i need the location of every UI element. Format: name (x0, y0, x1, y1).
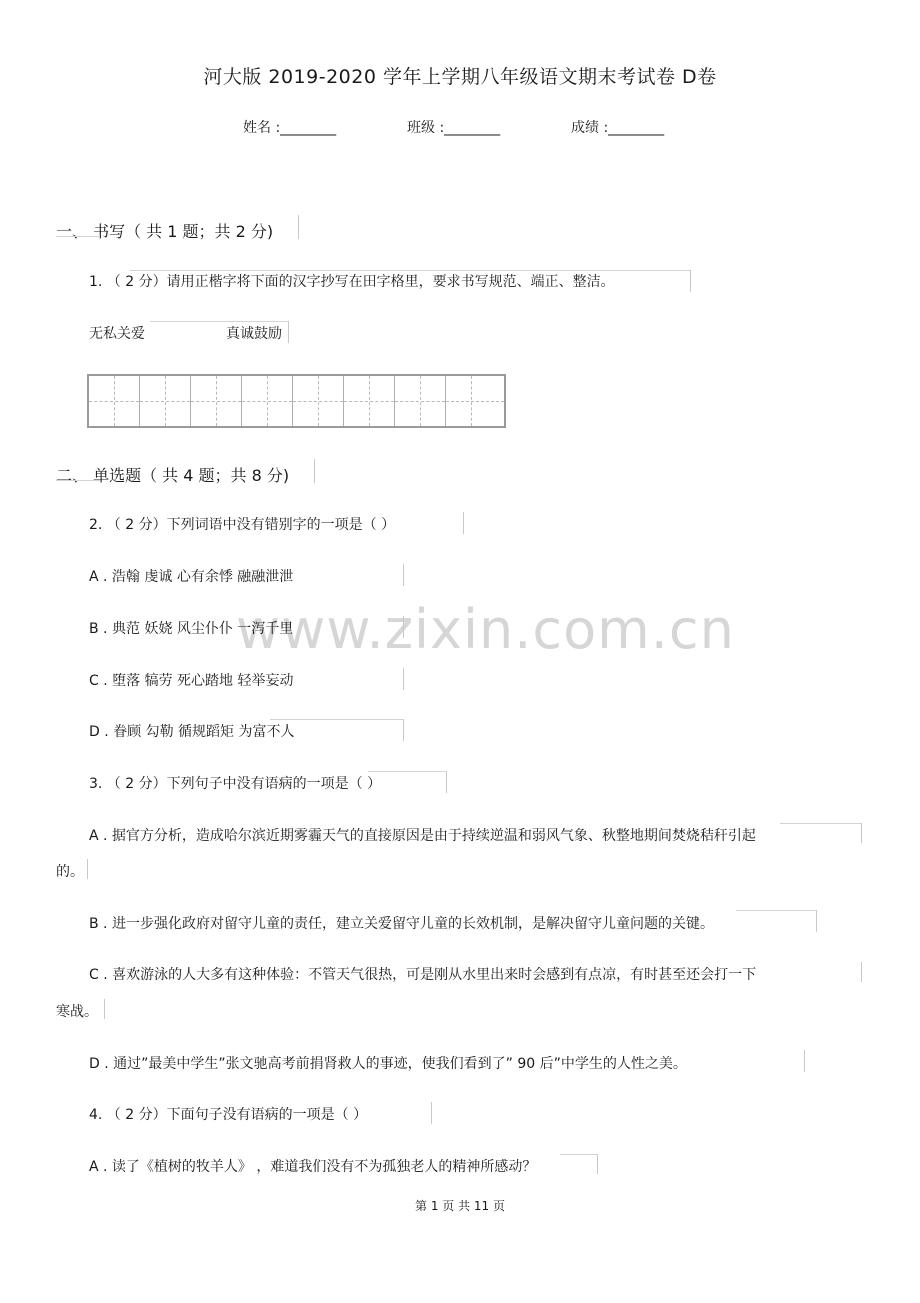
divider (403, 616, 404, 638)
question-3-option-a-cont[interactable]: 的。 (56, 864, 84, 880)
grid-cell[interactable] (89, 376, 140, 426)
divider (87, 859, 88, 879)
question-2-option-b[interactable]: B . 典范 妖娆 风尘仆仆 一泻千里 (89, 621, 294, 637)
divider (403, 564, 404, 586)
section-heading-writing: 一、 书写（ 共 1 题；共 2 分) (56, 222, 274, 241)
question-2-option-c[interactable]: C . 堕落 犒劳 死心踏地 轻举妄动 (89, 673, 294, 689)
section-heading-single-choice: 二、 单选题（ 共 4 题；共 8 分) (56, 466, 290, 485)
divider (288, 321, 289, 343)
watermark: www.zixin.com.cn (236, 598, 735, 661)
divider (446, 771, 447, 793)
exam-title: 河大版 2019-2020 学年上学期八年级语文期末考试卷 D卷 (203, 66, 717, 88)
grid-cell[interactable] (293, 376, 344, 426)
divider (861, 962, 862, 982)
score-field-label: 成绩 :________ (571, 120, 665, 136)
divider (736, 910, 816, 911)
divider (270, 719, 403, 720)
divider (597, 1154, 598, 1174)
question-3-option-c-cont[interactable]: 寒战。 (56, 1004, 98, 1020)
divider (368, 771, 446, 772)
grid-cell[interactable] (242, 376, 293, 426)
grid-cell[interactable] (446, 376, 504, 426)
copy-word-b: 真诚鼓励 (226, 326, 282, 342)
divider (804, 1050, 805, 1072)
grid-cell[interactable] (140, 376, 191, 426)
question-3-stem: 3. （ 2 分）下列句子中没有语病的一项是（ ） (89, 776, 382, 792)
section-underline (56, 236, 100, 237)
question-1-stem: 1. （ 2 分）请用正楷字将下面的汉字抄写在田字格里，要求书写规范、端正、整洁。 (89, 274, 615, 290)
section-underline (56, 480, 100, 481)
divider (104, 999, 105, 1019)
divider (130, 270, 690, 271)
divider (314, 459, 315, 483)
divider (298, 215, 299, 239)
divider (816, 910, 817, 932)
question-3-option-a[interactable]: A . 据官方分析，造成哈尔滨近期雾霾天气的直接原因是由于持续逆温和弱风气象、秋整地期间焚烧秸秆引起 (89, 828, 756, 844)
page-number: 第 1 页 共 11 页 (415, 1199, 505, 1213)
question-2-option-d[interactable]: D . 眷顾 勾勒 循规蹈矩 为富不人 (89, 724, 295, 740)
divider (560, 1154, 597, 1155)
question-3-option-b[interactable]: B . 进一步强化政府对留守儿童的责任，建立关爱留守儿童的长效机制，是解决留守儿童问题的关键。 (89, 916, 714, 932)
question-4-stem: 4. （ 2 分）下面句子没有语病的一项是（ ） (89, 1107, 368, 1123)
divider (150, 321, 288, 322)
question-2-option-a[interactable]: A . 浩翰 虔诚 心有余悸 融融泄泄 (89, 569, 294, 585)
divider (463, 512, 464, 534)
divider (403, 668, 404, 690)
divider (861, 823, 862, 843)
grid-cell[interactable] (344, 376, 395, 426)
divider (431, 1102, 432, 1124)
name-field-label: 姓名 :________ (243, 120, 337, 136)
divider (403, 719, 404, 741)
class-field-label: 班级 :________ (407, 120, 501, 136)
copy-word-a: 无私关爱 (89, 326, 145, 342)
grid-cell[interactable] (191, 376, 242, 426)
question-3-option-c[interactable]: C . 喜欢游泳的人大多有这种体验：不管天气很热，可是刚从水里出来时会感到有点凉，有时甚至还会打一下 (89, 967, 757, 983)
divider (780, 823, 861, 824)
divider (690, 270, 691, 292)
question-2-stem: 2. （ 2 分）下列词语中没有错别字的一项是（ ） (89, 517, 396, 533)
grid-cell[interactable] (395, 376, 446, 426)
tianzige-grid[interactable] (87, 374, 506, 428)
question-3-option-d[interactable]: D . 通过”最美中学生”张文驰高考前捐肾救人的事迹，使我们看到了” 90 后”中学生的人性之美。 (89, 1056, 687, 1072)
question-4-option-a[interactable]: A . 读了《植树的牧羊人》 ，难道我们没有不为孤独老人的精神所感动？ (89, 1159, 537, 1175)
